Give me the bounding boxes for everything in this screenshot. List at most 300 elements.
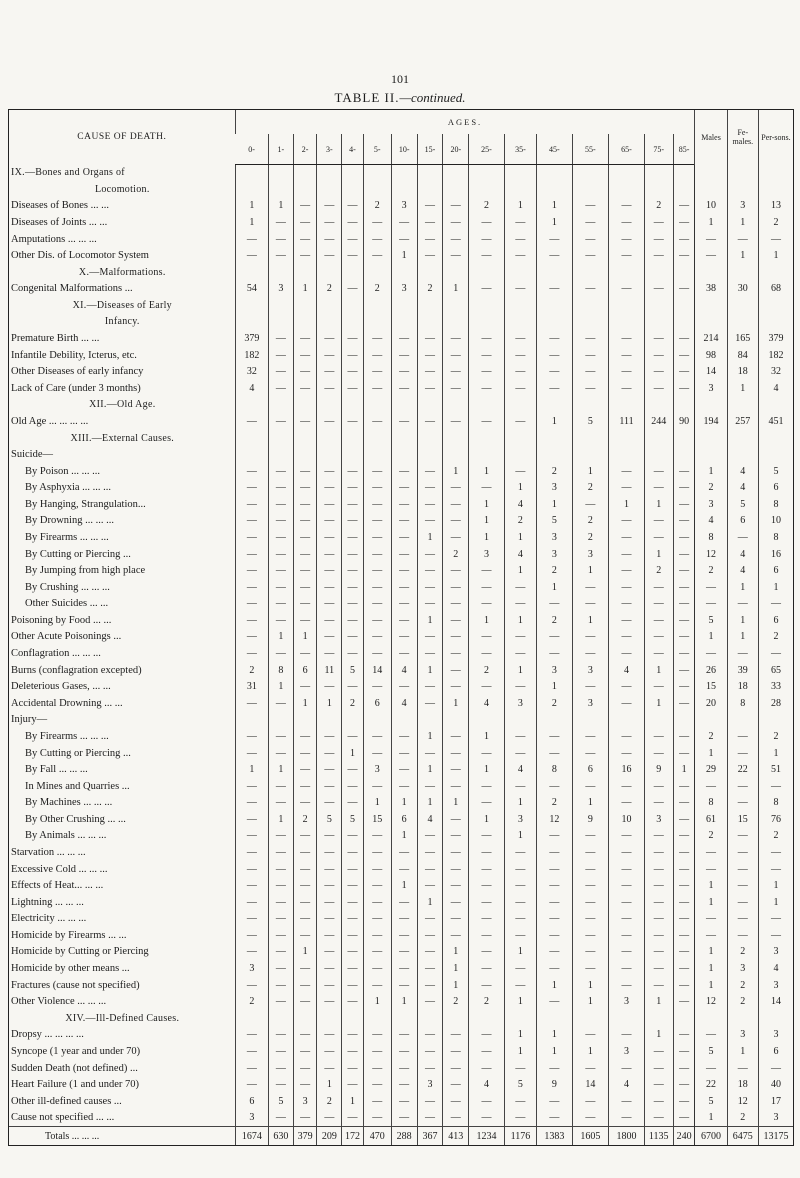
value-cell: 2 [572,479,609,496]
value-cell: — [537,944,573,961]
value-cell: 5 [695,1093,727,1110]
value-cell: — [469,1043,505,1060]
value-cell: — [363,579,391,596]
value-cell: 6 [293,662,317,679]
value-cell [443,446,469,463]
value-cell: — [609,198,645,215]
value-cell: — [644,579,673,596]
value-cell: — [417,380,443,397]
value-cell: — [391,363,417,380]
value-cell [572,264,609,281]
value-cell [758,1010,793,1027]
value-cell [269,314,294,331]
value-cell: — [504,911,536,928]
value-cell: — [269,363,294,380]
table-row [9,678,793,695]
value-cell: 1 [417,894,443,911]
value-cell: — [504,745,536,762]
value-cell [317,712,342,729]
value-cell: 1 [644,695,673,712]
value-cell: 1 [504,993,536,1010]
value-cell: — [417,1093,443,1110]
value-cell: — [469,1109,505,1126]
value-cell: — [363,844,391,861]
value-cell [644,1010,673,1027]
value-cell: — [391,645,417,662]
row-label: Burns (conflagration excepted) [11,664,142,676]
value-cell: — [317,347,342,364]
value-cell: — [443,1060,469,1077]
value-cell: — [572,960,609,977]
value-cell: — [363,596,391,613]
value-cell: — [727,778,758,795]
value-cell: — [504,629,536,646]
value-cell: — [469,629,505,646]
value-cell [363,446,391,463]
value-cell [673,181,695,198]
value-cell [342,397,364,414]
value-cell [391,446,417,463]
value-cell [504,446,536,463]
value-cell [609,165,645,182]
row-label: Locomotion. [94,183,150,195]
value-cell: — [673,247,695,264]
value-cell [609,181,645,198]
row-label: Other Dis. of Locomotor System [11,250,149,262]
value-cell [695,314,727,331]
value-cell [727,297,758,314]
value-cell [235,181,268,198]
value-cell: 1 [695,960,727,977]
value-cell: — [572,380,609,397]
value-cell: 1 [293,629,317,646]
value-cell: — [342,363,364,380]
value-cell: — [342,380,364,397]
value-cell: — [572,231,609,248]
value-cell: — [609,612,645,629]
value-cell [269,446,294,463]
value-cell: — [391,629,417,646]
value-cell: — [235,911,268,928]
table-row [9,927,793,944]
value-cell: 1 [317,1076,342,1093]
value-cell: — [363,562,391,579]
value-cell: 1 [469,612,505,629]
value-cell [443,264,469,281]
value-cell: — [727,645,758,662]
value-cell: — [504,413,536,430]
value-cell: — [537,380,573,397]
value-cell: — [235,977,268,994]
value-cell: — [504,463,536,480]
value-cell: — [391,330,417,347]
value-cell: 30 [727,281,758,298]
value-cell [469,181,505,198]
age-group-header: 15- [417,134,443,165]
value-cell: 2 [443,546,469,563]
row-label: Sudden Death (not defined) ... [11,1062,138,1074]
value-cell: — [342,761,364,778]
value-cell: 2 [469,198,505,215]
value-cell: — [504,1109,536,1126]
row-label: Dropsy ... ... ... ... [11,1029,84,1041]
value-cell: — [504,678,536,695]
value-cell [235,712,268,729]
females-column-header: Fe-males. [727,110,758,165]
value-cell: 172 [342,1127,364,1145]
age-group-header: 65- [609,134,645,165]
value-cell [504,264,536,281]
value-cell: — [609,977,645,994]
value-cell: 10 [695,198,727,215]
value-cell: — [443,231,469,248]
row-label: Suicide— [11,449,53,461]
value-cell: — [673,612,695,629]
value-cell: 1 [469,811,505,828]
value-cell [391,181,417,198]
value-cell: — [269,529,294,546]
value-cell: — [417,579,443,596]
value-cell: — [417,911,443,928]
value-cell: 2 [317,281,342,298]
value-cell: — [609,1060,645,1077]
value-cell: — [391,596,417,613]
value-cell: — [695,596,727,613]
value-cell: 367 [417,1127,443,1145]
row-label: By Other Crushing ... ... [25,813,126,825]
value-cell: 2 [727,944,758,961]
value-cell: — [269,546,294,563]
value-cell: — [342,861,364,878]
value-cell: 1 [269,761,294,778]
value-cell: — [537,993,573,1010]
value-cell: 1 [572,1043,609,1060]
value-cell: — [293,993,317,1010]
value-cell: — [469,247,505,264]
value-cell: 2 [469,662,505,679]
value-cell: 194 [695,413,727,430]
value-cell: 3 [235,1109,268,1126]
table-row [9,844,793,861]
value-cell: 3 [609,993,645,1010]
value-cell: — [269,513,294,530]
value-cell: — [644,612,673,629]
value-cell [469,1010,505,1027]
value-cell: — [695,247,727,264]
value-cell [443,712,469,729]
value-cell: — [504,579,536,596]
value-cell: — [293,463,317,480]
value-cell: — [269,562,294,579]
value-cell: — [317,1043,342,1060]
value-cell [727,712,758,729]
value-cell: 1 [391,794,417,811]
value-cell: — [391,844,417,861]
value-cell: 32 [235,363,268,380]
value-cell: — [537,347,573,364]
value-cell: — [695,579,727,596]
row-label: By Jumping from high place [25,565,146,577]
value-cell: 8 [727,695,758,712]
value-cell: — [391,562,417,579]
value-cell: 6 [758,479,793,496]
value-cell [644,446,673,463]
table-row [9,363,793,380]
table-row [9,281,793,298]
value-cell: — [673,861,695,878]
value-cell: — [417,546,443,563]
value-cell: — [269,944,294,961]
value-cell: 1 [417,794,443,811]
table-row [9,397,793,414]
value-cell: 2 [363,198,391,215]
value-cell [727,446,758,463]
value-cell [673,397,695,414]
value-cell: — [673,463,695,480]
value-cell: — [644,1043,673,1060]
value-cell: — [317,728,342,745]
value-cell: 1 [443,794,469,811]
value-cell: — [469,894,505,911]
value-cell: — [609,1093,645,1110]
value-cell: — [469,413,505,430]
value-cell: — [317,960,342,977]
value-cell: — [572,861,609,878]
table-title-main: TABLE II. [334,90,400,105]
value-cell: 1 [758,877,793,894]
value-cell: — [443,877,469,894]
value-cell: — [644,629,673,646]
value-cell: 1 [504,479,536,496]
value-cell: — [317,198,342,215]
value-cell: 1605 [572,1127,609,1145]
value-cell: — [644,247,673,264]
value-cell: 5 [504,1076,536,1093]
value-cell: — [317,562,342,579]
value-cell: — [293,894,317,911]
value-cell [673,165,695,182]
value-cell: — [673,363,695,380]
value-cell: 84 [727,347,758,364]
value-cell: 61 [695,811,727,828]
value-cell: — [673,778,695,795]
value-cell: — [673,231,695,248]
value-cell [469,712,505,729]
value-cell: 1 [609,496,645,513]
value-cell: — [269,645,294,662]
value-cell: 6 [572,761,609,778]
value-cell: — [644,347,673,364]
value-cell: — [342,281,364,298]
value-cell: — [572,363,609,380]
value-cell: — [469,877,505,894]
value-cell: — [317,596,342,613]
value-cell: 214 [695,330,727,347]
value-cell [293,181,317,198]
row-label: Congenital Malformations ... [11,283,133,295]
row-label: Electricity ... ... ... [11,913,87,925]
table-row [9,1043,793,1060]
table-row [9,712,793,729]
table-row [9,861,793,878]
value-cell [235,165,268,182]
value-cell: 1 [417,612,443,629]
value-cell: 2 [235,662,268,679]
value-cell: — [391,513,417,530]
value-cell: 1 [504,562,536,579]
value-cell: — [293,529,317,546]
value-cell: 20 [695,695,727,712]
value-cell: — [572,894,609,911]
value-cell [758,165,793,182]
value-cell: — [269,728,294,745]
males-column-header: Males [695,110,727,165]
value-cell: — [695,911,727,928]
value-cell: — [235,231,268,248]
value-cell: 2 [695,728,727,745]
value-cell: — [537,645,573,662]
value-cell: — [391,463,417,480]
value-cell: — [317,778,342,795]
value-cell: — [235,612,268,629]
value-cell: — [673,993,695,1010]
value-cell: 1 [269,811,294,828]
value-cell: — [391,479,417,496]
value-cell: 10 [609,811,645,828]
row-label: Conflagration ... ... ... [11,648,101,660]
value-cell: — [644,844,673,861]
value-cell: — [609,347,645,364]
value-cell: — [391,778,417,795]
age-group-header: 55- [572,134,609,165]
value-cell [269,712,294,729]
value-cell: 29 [695,761,727,778]
value-cell: — [727,794,758,811]
value-cell [363,314,391,331]
value-cell: — [504,347,536,364]
value-cell: — [443,728,469,745]
value-cell: — [673,728,695,745]
value-cell: — [537,1109,573,1126]
value-cell: 2 [758,828,793,845]
value-cell: 2 [469,993,505,1010]
table-row [9,562,793,579]
value-cell: — [695,861,727,878]
value-cell: — [342,496,364,513]
value-cell: — [235,811,268,828]
row-label: Effects of Heat... ... ... [11,880,104,892]
value-cell: — [469,579,505,596]
value-cell: — [269,214,294,231]
value-cell: — [504,247,536,264]
value-cell [342,430,364,447]
row-label: By Animals ... ... ... [25,830,107,842]
value-cell: 1 [727,247,758,264]
value-cell: — [342,330,364,347]
value-cell [609,314,645,331]
value-cell: 1 [572,463,609,480]
value-cell: — [391,1027,417,1044]
value-cell: 1 [293,281,317,298]
age-group-header: 4- [342,134,364,165]
value-cell: — [317,231,342,248]
table-row [9,479,793,496]
value-cell [758,430,793,447]
value-cell: — [572,330,609,347]
value-cell: — [673,347,695,364]
value-cell: — [673,529,695,546]
value-cell: — [417,1043,443,1060]
value-cell: — [443,579,469,596]
value-cell: — [391,1076,417,1093]
value-cell: 8 [758,794,793,811]
value-cell: 16 [609,761,645,778]
value-cell: — [469,745,505,762]
value-cell: — [235,247,268,264]
value-cell: — [235,745,268,762]
value-cell [235,297,268,314]
value-cell: — [644,927,673,944]
value-cell [758,712,793,729]
value-cell: — [417,413,443,430]
value-cell: — [469,977,505,994]
table-row [9,944,793,961]
value-cell: 6 [235,1093,268,1110]
table-row [9,811,793,828]
value-cell: 18 [727,363,758,380]
value-cell: 2 [417,281,443,298]
value-cell: — [609,678,645,695]
value-cell: 379 [293,1127,317,1145]
value-cell [391,314,417,331]
value-cell [572,1010,609,1027]
value-cell: 12 [727,1093,758,1110]
value-cell [572,165,609,182]
value-cell [609,446,645,463]
value-cell: — [572,745,609,762]
value-cell: — [317,479,342,496]
value-cell: — [293,231,317,248]
value-cell: — [609,695,645,712]
row-label: Other Acute Poisonings ... [11,631,122,643]
value-cell: — [293,562,317,579]
value-cell: — [504,596,536,613]
row-label: Homicide by Cutting or Piercing [11,946,149,958]
value-cell: — [293,496,317,513]
value-cell: — [363,546,391,563]
value-cell: — [269,496,294,513]
value-cell: — [293,1060,317,1077]
value-cell: — [537,363,573,380]
value-cell [644,397,673,414]
value-cell: — [342,911,364,928]
value-cell [537,430,573,447]
value-cell: 1 [293,944,317,961]
value-cell: — [673,513,695,530]
table-row [9,1076,793,1093]
value-cell: 2 [758,728,793,745]
value-cell [537,446,573,463]
value-cell [572,297,609,314]
value-cell: — [417,463,443,480]
value-cell: — [317,828,342,845]
value-cell: 3 [269,281,294,298]
table-body [9,165,793,1146]
table-row [9,977,793,994]
value-cell [537,297,573,314]
value-cell: — [293,927,317,944]
value-cell: — [443,662,469,679]
